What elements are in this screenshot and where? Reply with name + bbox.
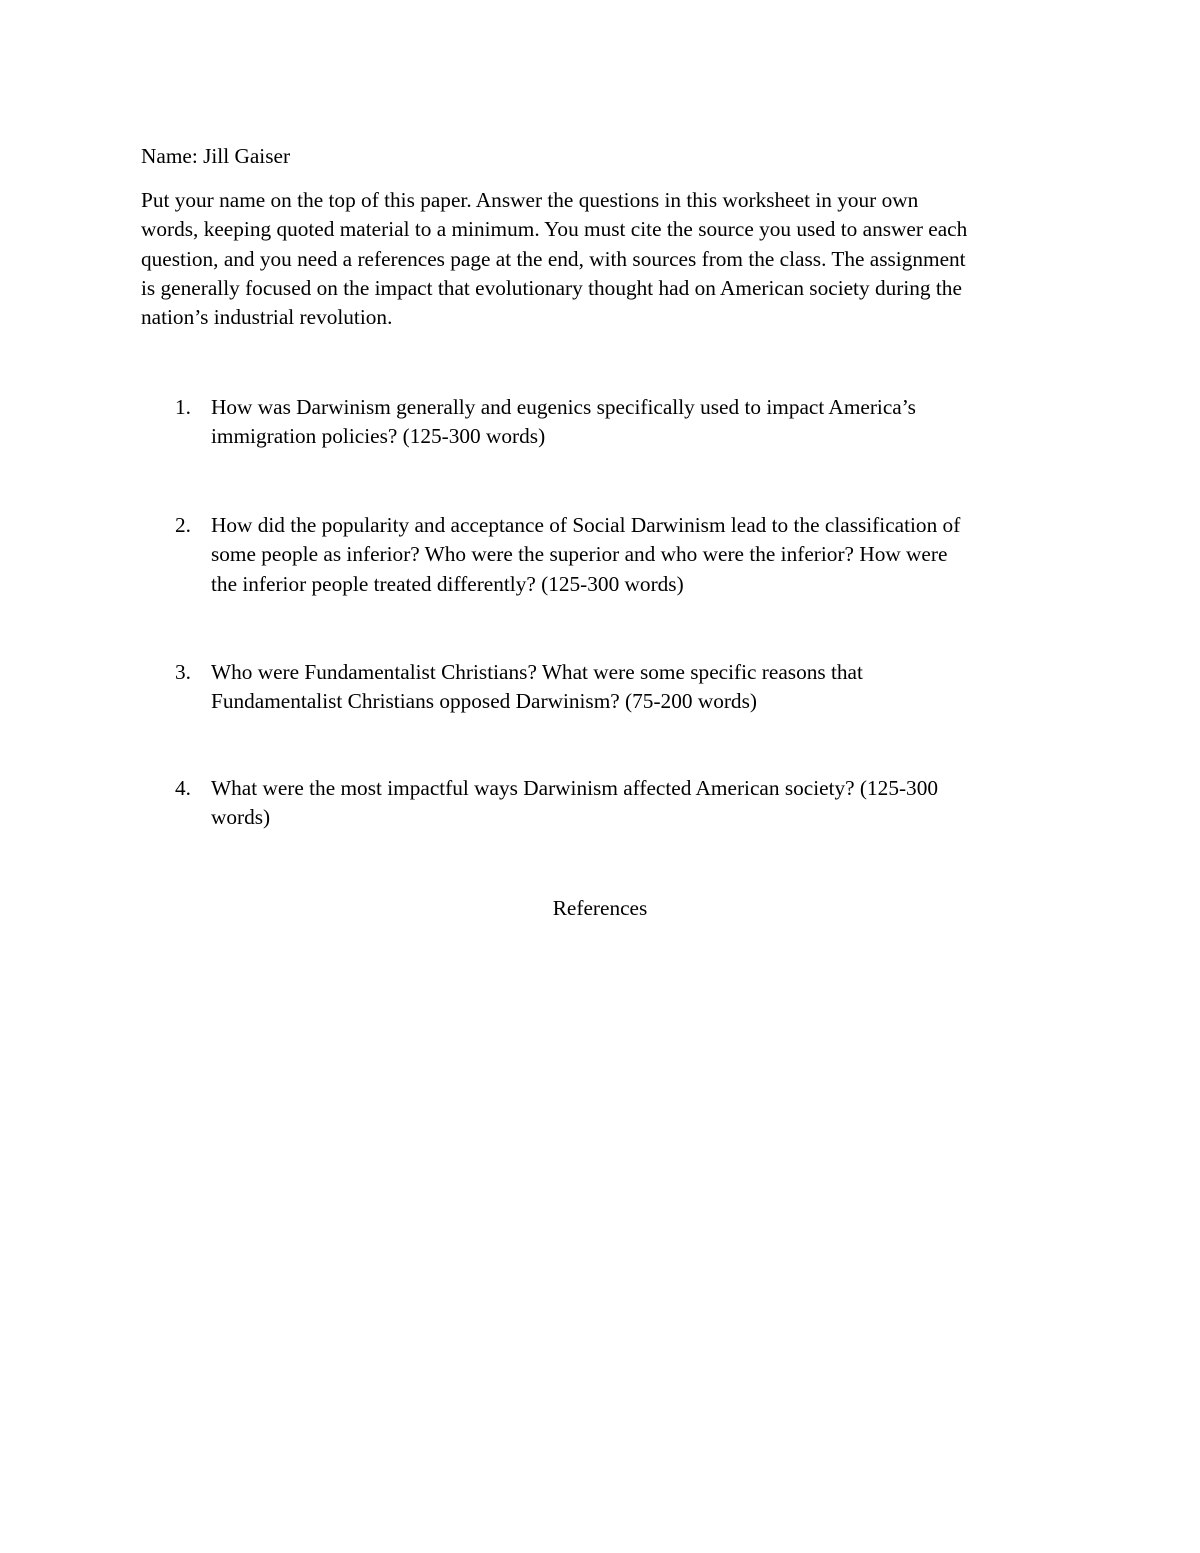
question-text	[211, 658, 863, 717]
question-line: the inferior people treated differently? (125-300 words)	[211, 571, 684, 596]
question-line: What were the most impactful ways Darwinism affected American society? (125-300	[211, 776, 939, 800]
instructions-paragraph	[141, 186, 1069, 332]
instructions-line: nation’s industrial revolution.	[141, 305, 393, 330]
instructions-line: is generally focused on the impact that evolutionary thought had on American society during the	[141, 275, 962, 300]
references-heading: References	[552, 896, 648, 920]
student-name-line: Name: Jill Gaiser	[141, 144, 291, 168]
instructions-line: words, keeping quoted material to a minimum. You must cite the source you used to answer each	[141, 217, 968, 242]
question-text	[211, 774, 938, 833]
question-line: How was Darwinism generally and eugenics specifically used to impact America’s	[211, 395, 916, 419]
question-number: 1.	[175, 395, 191, 419]
instructions-line: question, and you need a references page at the end, with sources from the class. The assignment	[141, 246, 966, 271]
question-line: How did the popularity and acceptance of Social Darwinism lead to the classification of	[211, 513, 961, 537]
question-number: 3.	[175, 660, 191, 684]
question-line: some people as inferior? Who were the superior and who were the inferior? How were	[211, 542, 948, 567]
question-text	[211, 511, 960, 599]
question-text	[211, 393, 916, 452]
question-line: Fundamentalist Christians opposed Darwinism? (75-200 words)	[211, 689, 757, 714]
instructions-line: Put your name on the top of this paper. Answer the questions in this worksheet in your own	[141, 188, 919, 212]
question-line: words)	[211, 805, 271, 830]
question-number: 4.	[175, 776, 191, 800]
question-line: immigration policies? (125-300 words)	[211, 424, 546, 449]
question-line: Who were Fundamentalist Christians? What were some specific reasons that	[211, 660, 863, 684]
question-number: 2.	[175, 513, 191, 537]
